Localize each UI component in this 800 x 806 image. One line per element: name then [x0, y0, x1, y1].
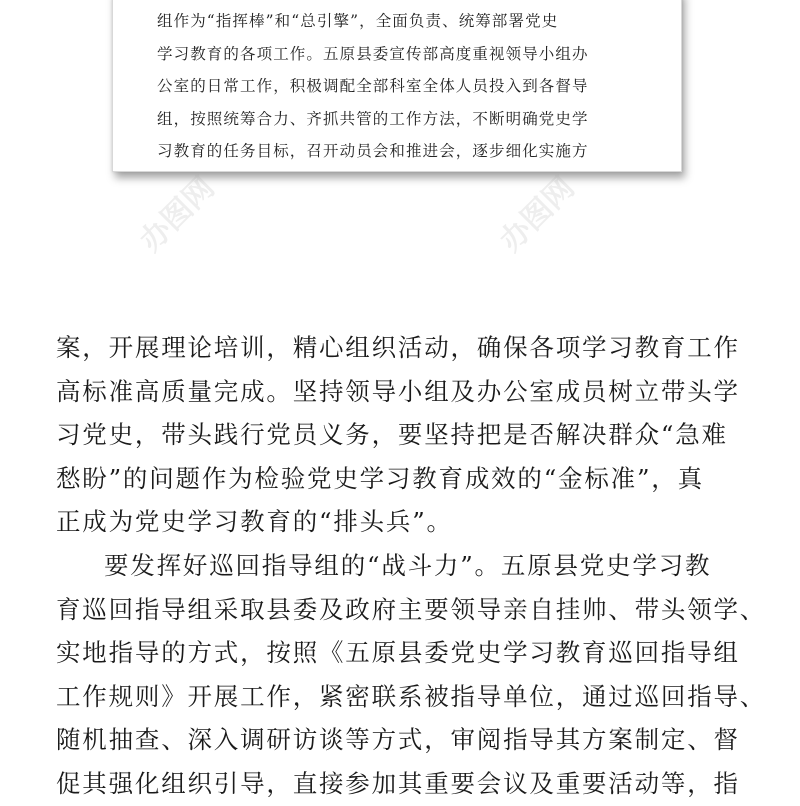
body-line: 案，开展理论培训，精心组织活动，确保各项学习教育工作 [56, 333, 740, 362]
body-line: 正成为党史学习教育的“排头兵”。 [56, 507, 453, 537]
excerpt-text [157, 5, 657, 168]
body-line: 工作规则》开展工作，紧密联系被指导单位，通过巡回指导、 [56, 681, 767, 711]
watermark: 办图网 [493, 170, 582, 259]
body-line: 随机抽查、深入调研访谈等方式，审阅指导其方案制定、督 [56, 725, 740, 755]
excerpt-line: 组，按照统筹合力、齐抓共管的工作方法，不断明确党史学 [157, 109, 589, 128]
body-line: 促其强化组织引导，直接参加其重要会议及重要活动等，指 [56, 768, 740, 798]
excerpt-line: 公室的日常工作，积极调配全部科室全体人员投入到各督导 [157, 77, 589, 95]
watermark: 办图网 [133, 170, 222, 259]
excerpt-line: 组作为“指挥棒”和“总引擎”，全面负责、统筹部署党史 [157, 12, 559, 30]
body-line: 习党史，带头践行党员义务，要坚持把是否解决群众“急难 [56, 420, 728, 450]
paragraph-start-line: 要发挥好巡回指导组的“战斗力”。五原县党史学习教 [104, 550, 712, 580]
page-top [0, 0, 800, 300]
body-line: 育巡回指导组采取县委及政府主要领导亲自挂帅、带头领学、 [56, 594, 767, 624]
body-line: 实地指导的方式，按照《五原县委党史学习教育巡回指导组 [56, 638, 740, 668]
body-line: 高标准高质量完成。坚持领导小组及办公室成员树立带头学 [56, 376, 740, 406]
excerpt-line: 习教育的任务目标，召开动员会和推进会，逐步细化实施方 [157, 142, 589, 160]
excerpt-line: 学习教育的各项工作。五原县委宣传部高度重视领导小组办 [157, 44, 589, 63]
excerpt-card [112, 0, 682, 172]
document-body [56, 326, 776, 806]
body-line: 愁盼”的问题作为检验党史学习教育成效的“金标准”，真 [56, 463, 704, 493]
